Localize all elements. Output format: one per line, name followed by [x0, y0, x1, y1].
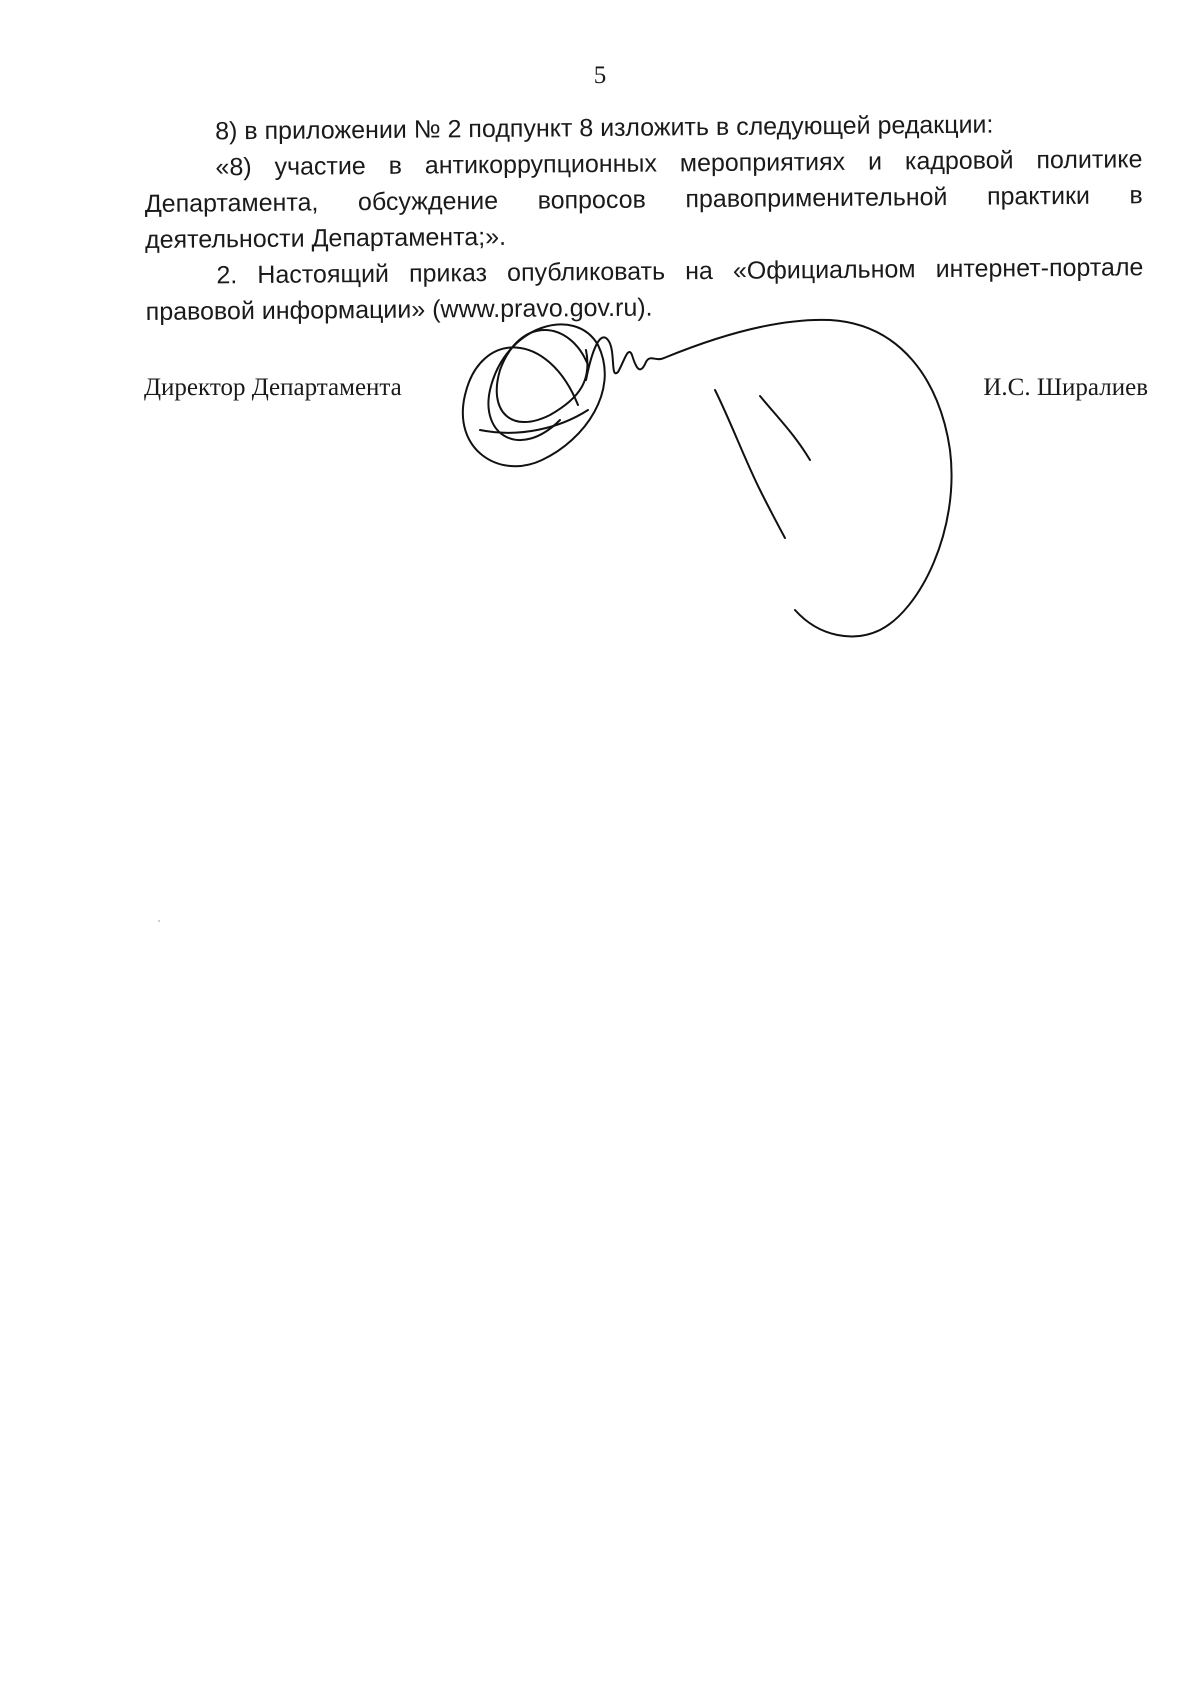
signatory-title: Директор Департамента: [144, 374, 402, 401]
signature-diagonal-stroke: [715, 390, 785, 538]
paragraph-amendment-text: «8) участие в антикоррупционных мероприятиях и кадровой политике Департамента, обсуждение вопросов правоприменительной практики в деятельности Департамента;».: [144, 145, 1143, 254]
signatory-name: И.С. Ширалиев: [983, 374, 1148, 401]
signature-loop-stroke: [480, 410, 588, 433]
signature-tail-stroke: [664, 320, 952, 637]
page-number: 5: [593, 62, 607, 89]
document-body: [144, 105, 1144, 330]
scan-speck: [158, 920, 160, 922]
signature-diagonal-stroke: [760, 396, 810, 460]
signature-zigzag-stroke: [586, 337, 664, 380]
paragraph-publication: 2. Настоящий приказ опубликовать на «Официальном интернет-портале правовой информации» (www.pravo.gov.ru).: [145, 253, 1144, 326]
signature-loop-stroke: [497, 330, 588, 422]
paragraph-amendment-intro: 8) в приложении № 2 подпункт 8 изложить в следующей редакции:: [215, 110, 994, 146]
handwritten-signature: [460, 310, 1000, 710]
signature-loop-stroke: [463, 324, 605, 466]
